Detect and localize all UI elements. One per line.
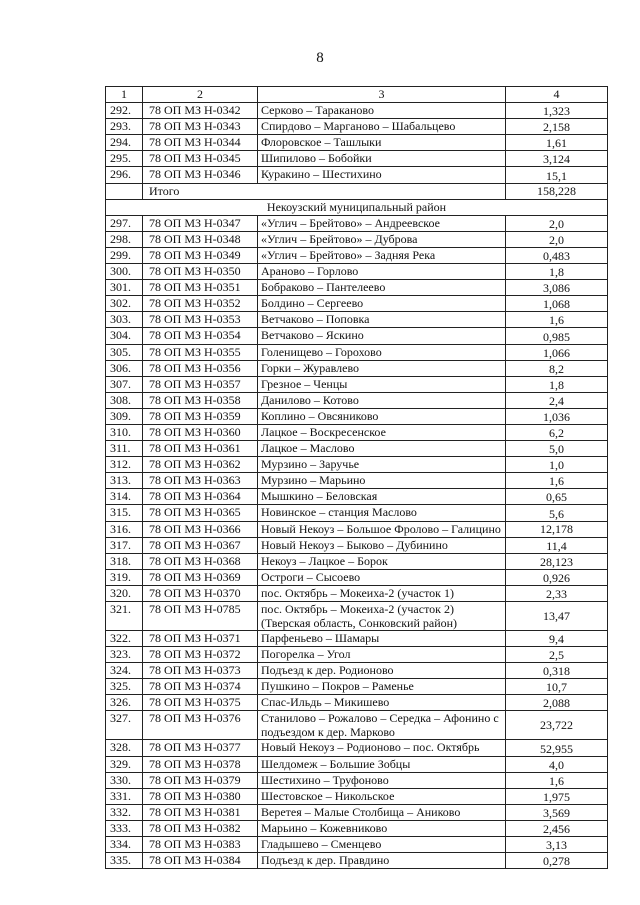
road-name: Мурзино – Марьино	[258, 473, 506, 489]
road-length: 3,124	[506, 151, 608, 167]
row-number: 328.	[106, 740, 143, 756]
row-number: 307.	[106, 376, 143, 392]
total-value: 158,228	[506, 183, 608, 199]
road-length: 2,0	[506, 231, 608, 247]
table-row	[106, 151, 608, 167]
table-row	[106, 344, 608, 360]
table-row	[106, 167, 608, 183]
table-row	[106, 740, 608, 756]
road-length: 0,65	[506, 489, 608, 505]
row-number: 299.	[106, 247, 143, 263]
row-number: 298.	[106, 231, 143, 247]
road-name: Данилово – Котово	[258, 392, 506, 408]
road-name: Подъезд к дер. Правдино	[258, 853, 506, 869]
table-row	[106, 441, 608, 457]
road-code: 78 ОП МЗ Н-0346	[143, 167, 258, 183]
column-header: 2	[143, 87, 258, 103]
table-row	[106, 663, 608, 679]
row-number: 324.	[106, 663, 143, 679]
road-name: Пушкино – Покров – Раменье	[258, 679, 506, 695]
table-row	[106, 231, 608, 247]
row-number: 331.	[106, 788, 143, 804]
table-row	[106, 312, 608, 328]
road-name: Серково – Тараканово	[258, 103, 506, 119]
row-number: 317.	[106, 537, 143, 553]
road-code: 78 ОП МЗ Н-0383	[143, 837, 258, 853]
road-name: Гладышево – Сменцево	[258, 837, 506, 853]
table-row	[106, 602, 608, 631]
row-number: 327.	[106, 711, 143, 740]
road-name: Горки – Журавлево	[258, 360, 506, 376]
road-name: Болдино – Сергеево	[258, 296, 506, 312]
road-length: 28,123	[506, 553, 608, 569]
road-code: 78 ОП МЗ Н-0357	[143, 376, 258, 392]
table-row	[106, 756, 608, 772]
table-row	[106, 772, 608, 788]
row-number: 293.	[106, 119, 143, 135]
road-name: «Углич – Брейтово» – Задняя Река	[258, 247, 506, 263]
row-number: 333.	[106, 820, 143, 836]
row-number: 295.	[106, 151, 143, 167]
table-row	[106, 264, 608, 280]
table-row	[106, 296, 608, 312]
road-length: 1,068	[506, 296, 608, 312]
road-code: 78 ОП МЗ Н-0367	[143, 537, 258, 553]
road-length: 1,6	[506, 772, 608, 788]
road-length: 2,4	[506, 392, 608, 408]
table-row	[106, 247, 608, 263]
road-name: Куракино – Шестихино	[258, 167, 506, 183]
road-length: 1,066	[506, 344, 608, 360]
road-length: 2,33	[506, 585, 608, 601]
road-name: Спас-Ильдь – Микишево	[258, 695, 506, 711]
road-length: 2,5	[506, 647, 608, 663]
road-name: Некоуз – Лацкое – Борок	[258, 553, 506, 569]
row-number: 296.	[106, 167, 143, 183]
road-code: 78 ОП МЗ Н-0785	[143, 602, 258, 631]
row-number: 306.	[106, 360, 143, 376]
row-number: 312.	[106, 457, 143, 473]
road-name: «Углич – Брейтово» – Дуброва	[258, 231, 506, 247]
road-length: 2,088	[506, 695, 608, 711]
road-length: 52,955	[506, 740, 608, 756]
table-row	[106, 837, 608, 853]
road-length: 1,975	[506, 788, 608, 804]
row-number: 294.	[106, 135, 143, 151]
road-code: 78 ОП МЗ Н-0369	[143, 569, 258, 585]
road-name: Веретея – Малые Столбища – Аниково	[258, 804, 506, 820]
road-code: 78 ОП МЗ Н-0359	[143, 408, 258, 424]
column-header: 4	[506, 87, 608, 103]
total-label: Итого	[143, 183, 506, 199]
section-header-row	[106, 199, 608, 215]
road-code: 78 ОП МЗ Н-0366	[143, 521, 258, 537]
row-number: 329.	[106, 756, 143, 772]
road-code: 78 ОП МЗ Н-0373	[143, 663, 258, 679]
table-row	[106, 119, 608, 135]
table-row	[106, 328, 608, 344]
road-code: 78 ОП МЗ Н-0371	[143, 631, 258, 647]
road-length: 13,47	[506, 602, 608, 631]
road-name: Бобраково – Пантелеево	[258, 280, 506, 296]
table-row	[106, 424, 608, 440]
road-name: Лацкое – Воскресенское	[258, 424, 506, 440]
table-row	[106, 473, 608, 489]
row-number: 305.	[106, 344, 143, 360]
road-code: 78 ОП МЗ Н-0362	[143, 457, 258, 473]
road-name: Остроги – Сысоево	[258, 569, 506, 585]
table-row	[106, 505, 608, 521]
road-code: 78 ОП МЗ Н-0352	[143, 296, 258, 312]
table-row	[106, 280, 608, 296]
road-length: 1,036	[506, 408, 608, 424]
table-row	[106, 457, 608, 473]
road-code: 78 ОП МЗ Н-0365	[143, 505, 258, 521]
road-code: 78 ОП МЗ Н-0381	[143, 804, 258, 820]
road-code: 78 ОП МЗ Н-0355	[143, 344, 258, 360]
road-code: 78 ОП МЗ Н-0382	[143, 820, 258, 836]
row-number: 304.	[106, 328, 143, 344]
road-name: Новинское – станция Маслово	[258, 505, 506, 521]
road-code: 78 ОП МЗ Н-0368	[143, 553, 258, 569]
road-length: 0,278	[506, 853, 608, 869]
road-code: 78 ОП МЗ Н-0345	[143, 151, 258, 167]
road-code: 78 ОП МЗ Н-0372	[143, 647, 258, 663]
row-number: 308.	[106, 392, 143, 408]
row-number: 301.	[106, 280, 143, 296]
road-name: Погорелка – Угол	[258, 647, 506, 663]
road-length: 15,1	[506, 167, 608, 183]
row-number: 303.	[106, 312, 143, 328]
road-name: Араново – Горлово	[258, 264, 506, 280]
row-number: 319.	[106, 569, 143, 585]
row-number: 302.	[106, 296, 143, 312]
road-code: 78 ОП МЗ Н-0351	[143, 280, 258, 296]
road-length: 5,0	[506, 441, 608, 457]
row-number: 297.	[106, 215, 143, 231]
table-body	[106, 87, 608, 869]
road-length: 9,4	[506, 631, 608, 647]
table-row	[106, 585, 608, 601]
road-name: Мурзино – Заручье	[258, 457, 506, 473]
road-code: 78 ОП МЗ Н-0370	[143, 585, 258, 601]
road-length: 2,158	[506, 119, 608, 135]
road-code: 78 ОП МЗ Н-0363	[143, 473, 258, 489]
road-length: 1,6	[506, 473, 608, 489]
row-number: 310.	[106, 424, 143, 440]
road-length: 2,456	[506, 820, 608, 836]
table-row	[106, 103, 608, 119]
column-header: 1	[106, 87, 143, 103]
road-code: 78 ОП МЗ Н-0342	[143, 103, 258, 119]
row-number: 318.	[106, 553, 143, 569]
table-row	[106, 360, 608, 376]
table-row	[106, 489, 608, 505]
road-length: 1,8	[506, 376, 608, 392]
road-code: 78 ОП МЗ Н-0374	[143, 679, 258, 695]
page-number: 8	[316, 50, 324, 66]
road-length: 0,985	[506, 328, 608, 344]
row-number: 321.	[106, 602, 143, 631]
row-number: 313.	[106, 473, 143, 489]
row-number: 316.	[106, 521, 143, 537]
road-length: 5,6	[506, 505, 608, 521]
row-number: 311.	[106, 441, 143, 457]
row-number: 322.	[106, 631, 143, 647]
row-number: 326.	[106, 695, 143, 711]
road-name: Шелдомеж – Большие Зобцы	[258, 756, 506, 772]
road-code: 78 ОП МЗ Н-0350	[143, 264, 258, 280]
row-number: 332.	[106, 804, 143, 820]
road-name: Ветчаково – Яскино	[258, 328, 506, 344]
table-row	[106, 695, 608, 711]
road-name: Станилово – Рожалово – Середка – Афонино с подъездом к дер. Марково	[258, 711, 506, 740]
row-number: 292.	[106, 103, 143, 119]
road-code: 78 ОП МЗ Н-0384	[143, 853, 258, 869]
table-row	[106, 711, 608, 740]
road-name: Шестихино – Труфоново	[258, 772, 506, 788]
table-row	[106, 215, 608, 231]
road-length: 3,13	[506, 837, 608, 853]
road-name: Грезное – Ченцы	[258, 376, 506, 392]
road-length: 23,722	[506, 711, 608, 740]
table-row	[106, 631, 608, 647]
road-name: Голенищево – Горохово	[258, 344, 506, 360]
road-name: Спирдово – Марганово – Шабальцево	[258, 119, 506, 135]
road-code: 78 ОП МЗ Н-0358	[143, 392, 258, 408]
road-length: 1,0	[506, 457, 608, 473]
road-name: Шипилово – Бобойки	[258, 151, 506, 167]
total-empty-cell	[106, 183, 143, 199]
road-name: пос. Октябрь – Мокеиха-2 (участок 1)	[258, 585, 506, 601]
table-row	[106, 521, 608, 537]
road-code: 78 ОП МЗ Н-0377	[143, 740, 258, 756]
road-code: 78 ОП МЗ Н-0379	[143, 772, 258, 788]
road-length: 10,7	[506, 679, 608, 695]
road-length: 1,8	[506, 264, 608, 280]
table-row	[106, 820, 608, 836]
road-code: 78 ОП МЗ Н-0349	[143, 247, 258, 263]
column-header: 3	[258, 87, 506, 103]
table-row	[106, 135, 608, 151]
table-row	[106, 804, 608, 820]
road-name: пос. Октябрь – Мокеиха-2 (участок 2) (Тверская область, Сонковский район)	[258, 602, 506, 631]
table-row	[106, 569, 608, 585]
road-name: «Углич – Брейтово» – Андреевское	[258, 215, 506, 231]
road-code: 78 ОП МЗ Н-0375	[143, 695, 258, 711]
row-number: 309.	[106, 408, 143, 424]
road-code: 78 ОП МЗ Н-0344	[143, 135, 258, 151]
road-name: Флоровское – Ташлыки	[258, 135, 506, 151]
road-code: 78 ОП МЗ Н-0361	[143, 441, 258, 457]
road-name: Парфеньево – Шамары	[258, 631, 506, 647]
road-length: 2,0	[506, 215, 608, 231]
road-length: 0,483	[506, 247, 608, 263]
table-row	[106, 647, 608, 663]
road-code: 78 ОП МЗ Н-0354	[143, 328, 258, 344]
row-number: 320.	[106, 585, 143, 601]
road-name: Марьино – Кожевниково	[258, 820, 506, 836]
column-header-row	[106, 87, 608, 103]
table-row	[106, 788, 608, 804]
road-name: Лацкое – Маслово	[258, 441, 506, 457]
road-length: 12,178	[506, 521, 608, 537]
table-row	[106, 392, 608, 408]
road-name: Новый Некоуз – Большое Фролово – Галицино	[258, 521, 506, 537]
road-length: 4,0	[506, 756, 608, 772]
road-name: Новый Некоуз – Быково – Дубинино	[258, 537, 506, 553]
road-code: 78 ОП МЗ Н-0343	[143, 119, 258, 135]
table-row	[106, 408, 608, 424]
road-code: 78 ОП МЗ Н-0347	[143, 215, 258, 231]
total-row	[106, 183, 608, 199]
road-length: 1,323	[506, 103, 608, 119]
road-length: 8,2	[506, 360, 608, 376]
row-number: 334.	[106, 837, 143, 853]
road-name: Коплино – Овсяниково	[258, 408, 506, 424]
road-length: 0,926	[506, 569, 608, 585]
road-length: 11,4	[506, 537, 608, 553]
road-name: Подъезд к дер. Родионово	[258, 663, 506, 679]
road-code: 78 ОП МЗ Н-0380	[143, 788, 258, 804]
table-row	[106, 537, 608, 553]
road-name: Ветчаково – Поповка	[258, 312, 506, 328]
road-code: 78 ОП МЗ Н-0353	[143, 312, 258, 328]
road-name: Новый Некоуз – Родионово – пос. Октябрь	[258, 740, 506, 756]
section-title: Некоузский муниципальный район	[106, 199, 608, 215]
road-name: Шестовское – Никольское	[258, 788, 506, 804]
table-row	[106, 376, 608, 392]
row-number: 300.	[106, 264, 143, 280]
row-number: 323.	[106, 647, 143, 663]
row-number: 314.	[106, 489, 143, 505]
road-code: 78 ОП МЗ Н-0376	[143, 711, 258, 740]
road-code: 78 ОП МЗ Н-0348	[143, 231, 258, 247]
row-number: 315.	[106, 505, 143, 521]
road-length: 1,6	[506, 312, 608, 328]
road-length: 6,2	[506, 424, 608, 440]
table-row	[106, 553, 608, 569]
road-name: Мышкино – Беловская	[258, 489, 506, 505]
road-code: 78 ОП МЗ Н-0378	[143, 756, 258, 772]
row-number: 335.	[106, 853, 143, 869]
table-row	[106, 853, 608, 869]
road-code: 78 ОП МЗ Н-0360	[143, 424, 258, 440]
road-code: 78 ОП МЗ Н-0356	[143, 360, 258, 376]
row-number: 325.	[106, 679, 143, 695]
road-code: 78 ОП МЗ Н-0364	[143, 489, 258, 505]
road-length: 3,086	[506, 280, 608, 296]
roads-table	[105, 86, 608, 869]
row-number: 330.	[106, 772, 143, 788]
table-row	[106, 679, 608, 695]
road-length: 0,318	[506, 663, 608, 679]
road-length: 3,569	[506, 804, 608, 820]
road-length: 1,61	[506, 135, 608, 151]
